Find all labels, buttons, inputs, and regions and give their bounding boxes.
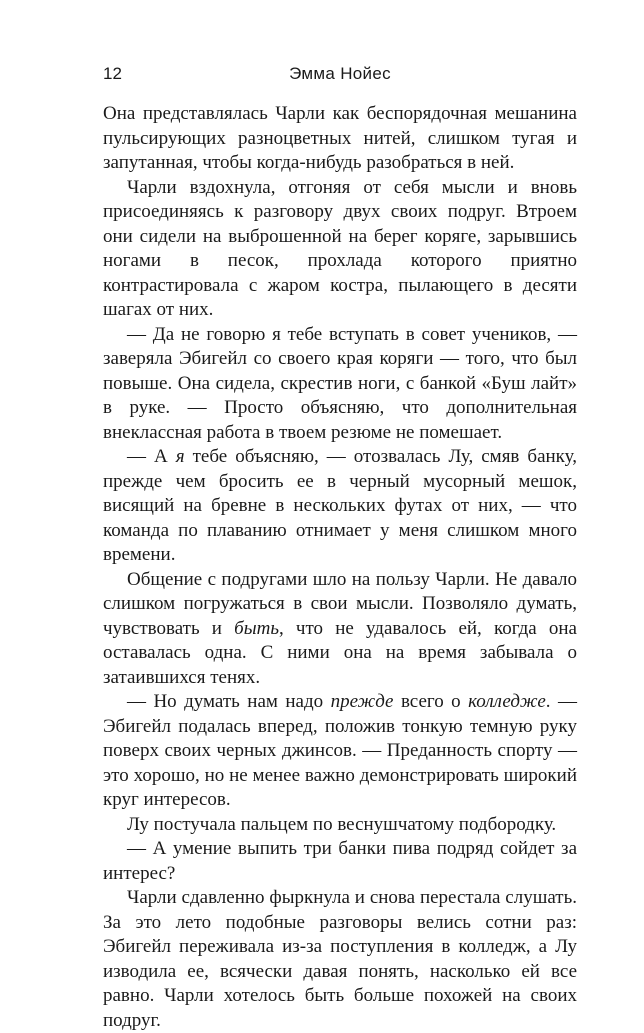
paragraph [103,690,577,813]
body-text [103,102,577,1033]
text-run: Лу постучала пальцем по веснушчатому подбородку. [127,813,557,835]
text-run: Чарли вздохнула, отгоняя от себя мысли и вновь присоединяясь к разговору двух своих подруг. Втроем они сидели на выброшенной на берег коряге, зарывшись ногами в песок, прохлада которого приятно контрастировала с жаром костра, пылающего в десяти шагах от них. [103,176,577,320]
text-run: всего о [393,691,469,712]
text-run: Она представлялась Чарли как беспорядочная мешанина пульсирующих разноцветных нитей, слишком тугая и запутанная, чтобы когда-нибудь разобраться в ней. [103,103,577,173]
paragraph [103,837,577,886]
text-run: Общение с подругами шло на пользу Чарли. Не давало слишком погружаться в свои мысли. Позволяло думать, чувствовать и [103,568,577,639]
paragraph [103,323,577,446]
text-run: . — Эбигейл подалась вперед, положив тонкую темную руку поверх своих черных джинсов. — Преданность спорту — это хорошо, но не менее важно демонстрировать широкий круг интересов. [103,691,577,810]
text-run: тебе объясняю, — отозвалась Лу, смяв банку, прежде чем бросить ее в черный мусорный мешок, висящий на бревне в нескольких футах от них, — что команда по плаванию отнимает у меня слишком много времени. [103,446,577,565]
text-run: — Да не говорю я тебе вступать в совет учеников, — заверяла Эбигейл со своего края коряги — того, что был повыше. Она сидела, скрестив ноги, с банкой «Буш лайт» в руке. — Просто объясняю, что дополнительная внеклассная работа в твоем резюме не помешает. [103,323,577,443]
emphasis: быть [234,617,279,639]
text-run: — А умение выпить три банки пива подряд сойдет за интерес? [103,838,577,884]
paragraph [103,813,577,838]
text-run: Чарли сдавленно фыркнула и снова перестала слушать. За это лето подобные разговоры велись сотни раз: Эбигейл переживала из-за поступления в колледж, а Лу изводила ее, всячески давая понять, насколько ей все равно. Чарли хотелось быть больше похожей на своих подруг. [103,887,577,1031]
emphasis: прежде [330,691,394,712]
text-run: — Но думать нам надо [127,691,331,712]
text-run: — А [127,446,176,467]
page-number: 12 [103,64,122,83]
paragraph [103,445,577,568]
paragraph [103,102,577,176]
paragraph [103,886,577,1033]
page-header [103,64,577,88]
paragraph [103,568,577,691]
text-run: , что не удавалось ей, когда она оставалась одна. С ними она на время забывала о затаившихся тенях. [103,617,577,688]
emphasis: колледже [468,691,546,712]
running-title: Эмма Нойес [289,64,391,83]
paragraph [103,176,577,323]
emphasis: я [175,446,185,467]
